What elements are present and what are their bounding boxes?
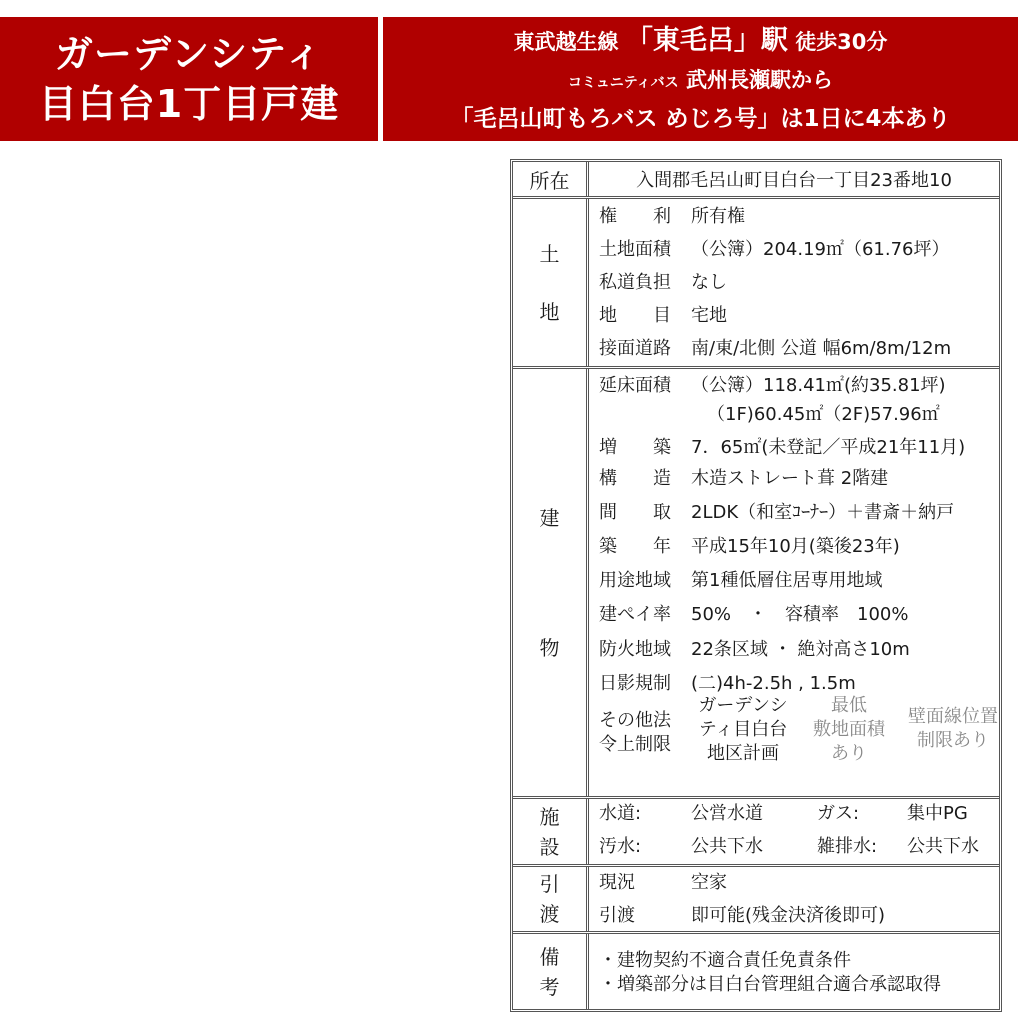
handover-section: [513, 867, 999, 934]
remark-item: ・建物契約不適合責任免責条件: [599, 950, 851, 971]
location-value: 入間郡毛呂山町目白台一丁目23番地10: [636, 170, 952, 191]
remarks-header: 備 考: [513, 934, 589, 1009]
sewage-row: 汚水: 公共下水: [599, 836, 763, 857]
coverage-ratio-row: 建ぺイ率 50% ・ 容積率 100%: [599, 604, 909, 625]
access-walk: 徒歩30分: [795, 30, 888, 54]
remarks-section: [513, 934, 999, 1009]
district-plan-note: ガーデンシ ティ目白台 地区計画: [698, 695, 788, 764]
road-access-row: 接面道路 南/東/北側 公道 幅6m/8m/12m: [599, 338, 952, 359]
access-banner: [383, 17, 1018, 141]
private-road-row: 私道負担 なし: [599, 272, 727, 293]
location-row: [513, 162, 999, 199]
remark-item: ・増築部分は目白台管理組合適合承認取得: [599, 974, 941, 995]
built-year-row: 築 年 平成15年10月(築後23年): [599, 536, 900, 557]
location-header: 所在: [513, 162, 589, 196]
land-header: 土 地: [513, 199, 589, 366]
wall-line-note: 壁面線位置 制限あり: [908, 706, 998, 751]
land-category-row: 地 目 宅地: [599, 305, 727, 326]
land-section: [513, 199, 999, 369]
layout-row: 間 取 2LDK（和室ｺｰﾅｰ）＋書斎＋納戸: [599, 502, 955, 523]
facilities-section: [513, 799, 999, 867]
land-rights-row: 権 利 所有権: [599, 206, 745, 227]
building-section: [513, 369, 999, 799]
min-lot-area-note: 最低 敷地面積 あり: [813, 695, 885, 764]
shadow-regulation-row: 日影規制 (二)4h-2.5h , 1.5m: [599, 673, 856, 694]
gas-row: ガス: 集中PG: [817, 803, 968, 824]
property-spec-table: [510, 159, 1002, 1012]
access-line-2: [568, 62, 833, 101]
fire-zone-row: 防火地域 22条区域 ・ 絶対高さ10m: [599, 639, 910, 660]
land-area-row: 土地面積 （公簿）204.19㎡（61.76坪）: [599, 239, 950, 260]
handover-header: 引 渡: [513, 867, 589, 931]
drainage-row: 雑排水: 公共下水: [817, 836, 979, 857]
water-row: 水道: 公営水道: [599, 803, 763, 824]
building-header: 建 物: [513, 369, 589, 796]
property-title-banner: [0, 17, 378, 141]
structure-row: 構 造 木造ストレート葺 2階建: [599, 468, 889, 489]
access-bus-from: 武州長瀬駅から: [685, 68, 833, 92]
access-railway: 東武越生線: [513, 30, 619, 54]
other-regulations-label: その他法 令上制限: [599, 710, 671, 755]
access-station: 「東毛呂」駅: [625, 25, 788, 56]
handover-row: 引渡 即可能(残金決済後即可): [599, 905, 886, 926]
floor-area-row: 延床面積 （公簿）118.41㎡(約35.81坪): [599, 375, 946, 396]
zoning-row: 用途地域 第1種低層住居専用地域: [599, 570, 883, 591]
access-line-3: 「毛呂山町もろバス めじろ号」は1日に4本あり: [450, 106, 951, 132]
floor-area-detail: （1F)60.45㎡（2F)57.96㎡: [707, 404, 940, 425]
access-bus-type: コミュニティバス: [568, 75, 679, 91]
title-line-2: 目白台1丁目戸建: [38, 82, 340, 126]
facilities-header: 施 設: [513, 799, 589, 864]
access-line-1: [514, 21, 888, 62]
extension-row: 増 築 7．65㎡(未登記／平成21年11月): [599, 437, 966, 458]
title-line-1: ガーデンシティ: [54, 32, 324, 76]
current-status-row: 現況 空家: [599, 872, 727, 893]
